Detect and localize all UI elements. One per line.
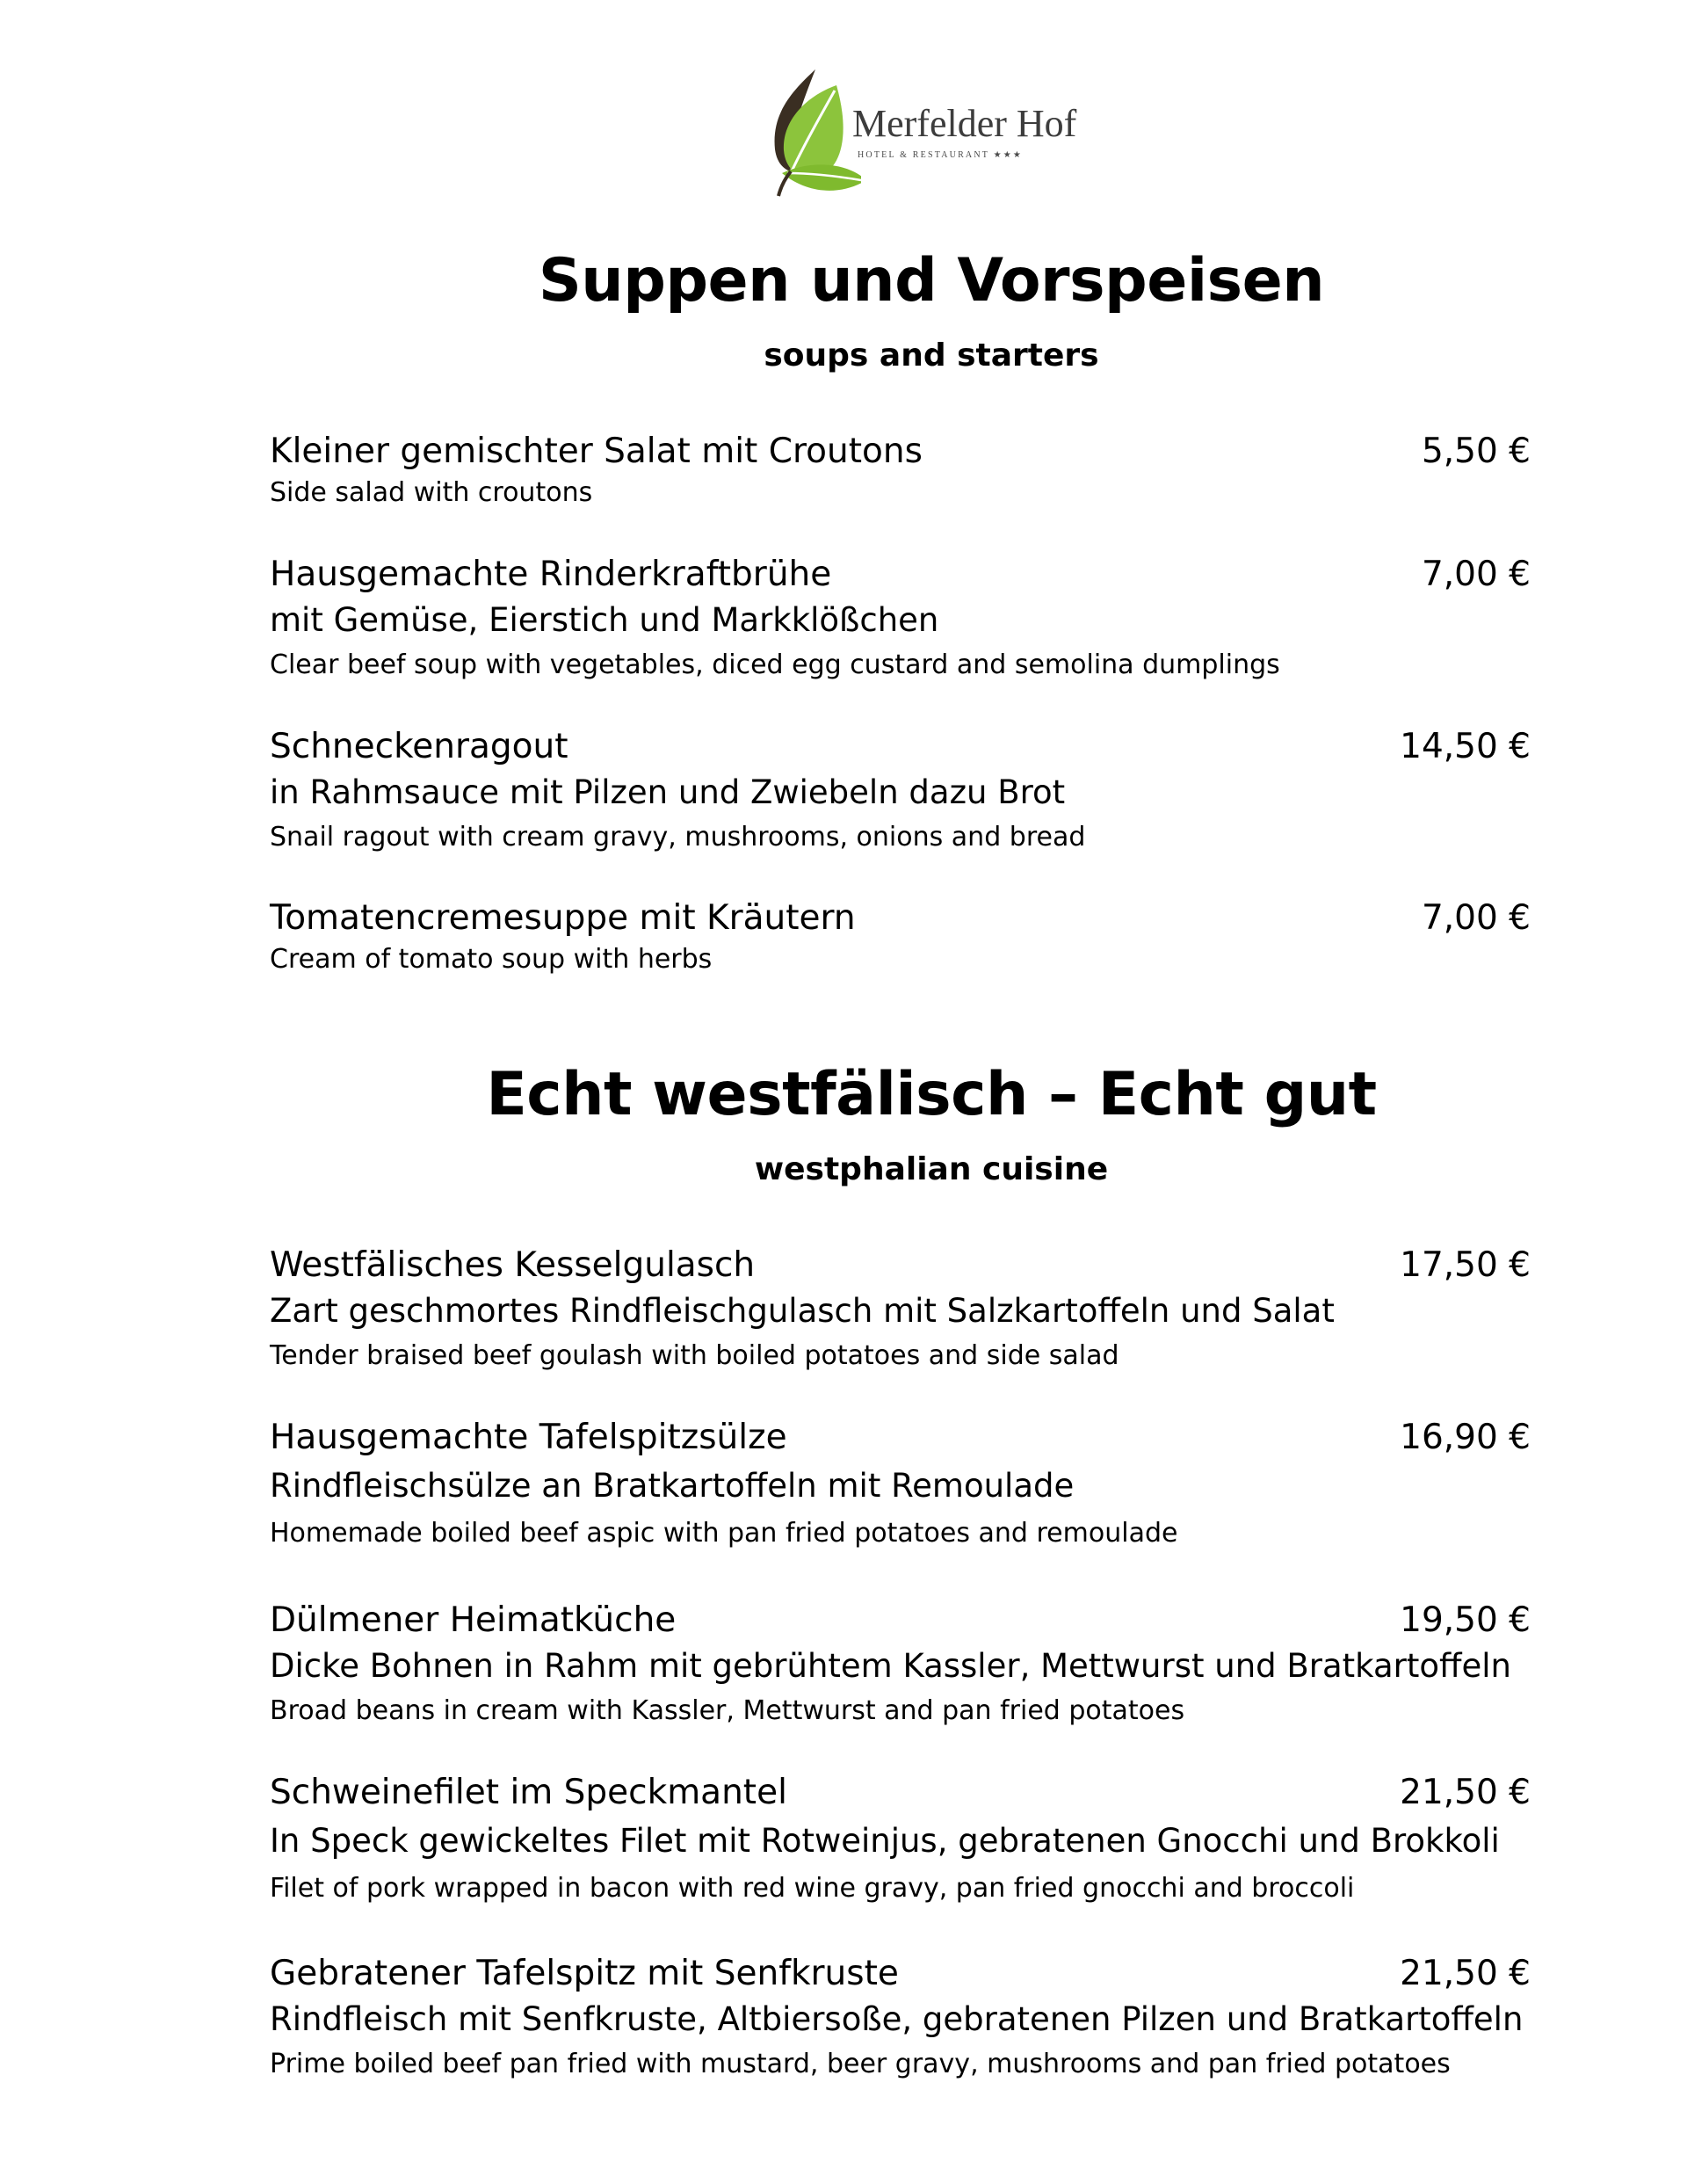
item-price: 7,00 €	[1421, 555, 1531, 594]
menu-item	[270, 431, 1531, 513]
menu-item	[270, 897, 1531, 980]
item-name: Tomatencremesuppe mit Kräutern	[270, 898, 856, 938]
item-price: 16,90 €	[1400, 1418, 1531, 1457]
item-english: Broad beans in cream with Kassler, Mettwurst and pan fried potatoes	[270, 1695, 1185, 1726]
item-name: Schweinefilet im Speckmantel	[270, 1773, 787, 1812]
item-english: Prime boiled beef pan fried with mustard, beer gravy, mushrooms and pan fried potatoes	[270, 2049, 1451, 2079]
menu-item	[270, 1953, 1531, 2085]
item-english: Homemade boiled beef aspic with pan fried potatoes and remoulade	[270, 1518, 1178, 1549]
leaf-logo-icon	[764, 66, 861, 198]
menu-item	[270, 1772, 1531, 1909]
item-price: 7,00 €	[1421, 898, 1531, 938]
item-name: Kleiner gemischter Salat mit Croutons	[270, 432, 923, 471]
section-subtitle-westphalian: westphalian cuisine	[754, 1151, 1109, 1187]
item-english: Side salad with croutons	[270, 477, 593, 508]
item-english: Snail ragout with cream gravy, mushrooms, onions and bread	[270, 822, 1086, 853]
section-title-westphalian: Echt westfälisch – Echt gut	[486, 1060, 1377, 1129]
section-subtitle-starters: soups and starters	[764, 337, 1099, 374]
item-description: In Speck gewickeltes Filet mit Rotweinjus, gebratenen Gnocchi und Brokkoli	[270, 1822, 1500, 1860]
restaurant-logo	[764, 66, 1098, 198]
item-name: Hausgemachte Tafelspitzsülze	[270, 1418, 787, 1457]
logo-name: Merfelder Hof	[852, 102, 1077, 145]
item-name: Dülmener Heimatküche	[270, 1600, 677, 1640]
item-name: Hausgemachte Rinderkraftbrühe	[270, 555, 832, 594]
item-price: 5,50 €	[1421, 432, 1531, 471]
item-description: Rindfleischsülze an Bratkartoffeln mit Remoulade	[270, 1467, 1075, 1505]
item-price: 17,50 €	[1400, 1245, 1531, 1285]
menu-item	[270, 1244, 1531, 1376]
item-price: 21,50 €	[1400, 1773, 1531, 1812]
item-price: 21,50 €	[1400, 1954, 1531, 1993]
menu-item	[270, 554, 1531, 686]
item-english: Cream of tomato soup with herbs	[270, 944, 713, 975]
item-english: Clear beef soup with vegetables, diced egg custard and semolina dumplings	[270, 649, 1280, 680]
section-title-starters: Suppen und Vorspeisen	[538, 246, 1325, 316]
item-name: Gebratener Tafelspitz mit Senfkruste	[270, 1954, 899, 1993]
menu-item	[270, 1600, 1531, 1731]
item-description: Zart geschmortes Rindfleischgulasch mit Salzkartoffeln und Salat	[270, 1292, 1335, 1330]
item-name: Schneckenragout	[270, 727, 568, 766]
logo-subtitle: HOTEL & RESTAURANT ★★★	[858, 150, 1024, 160]
item-description: in Rahmsauce mit Pilzen und Zwiebeln dazu Brot	[270, 773, 1066, 811]
item-name: Westfälisches Kesselgulasch	[270, 1245, 756, 1285]
menu-item	[270, 1417, 1531, 1554]
item-english: Filet of pork wrapped in bacon with red wine gravy, pan fried gnocchi and broccoli	[270, 1873, 1355, 1904]
item-price: 19,50 €	[1400, 1600, 1531, 1640]
item-price: 14,50 €	[1400, 727, 1531, 766]
item-description: Rindfleisch mit Senfkruste, Altbiersoße, gebratenen Pilzen und Bratkartoffeln	[270, 2000, 1524, 2038]
menu-item	[270, 726, 1531, 858]
item-english: Tender braised beef goulash with boiled potatoes and side salad	[270, 1340, 1119, 1371]
item-description: Dicke Bohnen in Rahm mit gebrühtem Kassler, Mettwurst und Bratkartoffeln	[270, 1647, 1511, 1685]
item-description: mit Gemüse, Eierstich und Markklößchen	[270, 601, 939, 639]
